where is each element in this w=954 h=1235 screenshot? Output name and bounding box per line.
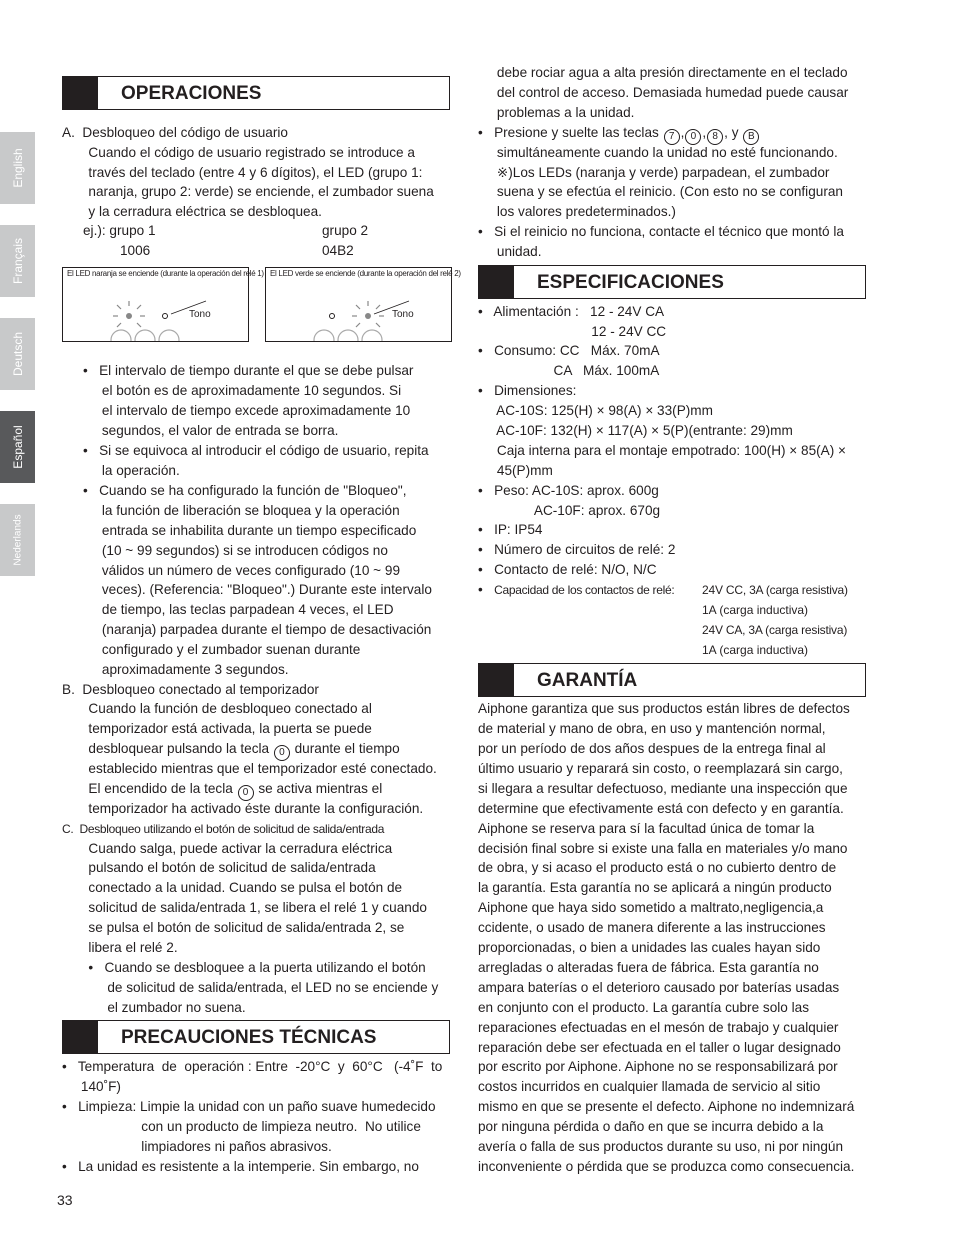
text-line: por un período de dos años despues de la entrega final al — [478, 741, 826, 756]
bullet-line: válidos un número de veces configurado (10 ~ 99 — [83, 563, 401, 578]
spec-line: • Contacto de relé: N/O, N/C — [478, 562, 657, 577]
text-line: establecido mientras que el temporizador esté conectado. — [62, 761, 437, 776]
bullet-line: el intervalo de tiempo excede aproximadamente 10 — [83, 403, 411, 418]
text-line: B. Desbloqueo conectado al temporizador — [62, 682, 319, 697]
text-line: en conjunto con el producto. La garantía cubre solo las — [478, 1000, 810, 1015]
page-number: 33 — [57, 1192, 73, 1208]
text-line: decisión final sobre si existe una falla en materiales y/o mano — [478, 841, 848, 856]
example-label: ej.): grupo 1 — [83, 223, 156, 238]
text-line: avería o falla de sus productos durante su uso, ni por ningún — [478, 1139, 844, 1154]
text-line: ccidente, o usado de manera diferente a las instrucciones — [478, 920, 826, 935]
section-marker — [63, 1021, 98, 1053]
spec-line: • Capacidad de los contactos de relé: — [478, 582, 675, 597]
spec-line: 45(P)mm — [478, 463, 553, 478]
key-0-icon: 0 — [274, 745, 290, 761]
text-line: debe rociar agua a alta presión directamente en el teclado — [478, 65, 848, 80]
text-line: determine que efectivamente está con defecto y en garantía. — [478, 801, 844, 816]
text-line: reparaciones efectuadas en el mesón de trabajo y cualquier — [478, 1020, 839, 1035]
text-line: los valores predeterminados.) — [478, 204, 676, 219]
led-green-illustration — [265, 267, 461, 342]
key-8-icon: 8 — [707, 129, 723, 145]
text-line: ※)Los LEDs (naranja y verde) parpadean, el zumbador — [478, 165, 830, 180]
section-title: PRECAUCIONES TÉCNICAS — [121, 1027, 377, 1048]
spec-line: • Dimensiones: — [478, 383, 577, 398]
text-line: último usuario y reparará sin costo, o reemplazará sin cargo, — [478, 761, 843, 776]
led-keypad-icon — [63, 268, 248, 341]
spec-line: • Peso: AC-10S: aprox. 600g — [478, 483, 659, 498]
key-0-icon: 0 — [238, 785, 254, 801]
bullet-line: configurado y el zumbador suenan durante — [83, 642, 361, 657]
text-line: desbloquear pulsando la tecla 0 durante el tiempo — [62, 739, 400, 761]
tone-label: Tono — [392, 309, 414, 320]
text-line: conectado a la unidad. Cuando se pulsa el botón de — [62, 880, 403, 895]
text-line: limpiadores ni paños abrasivos. — [62, 1139, 332, 1154]
bullet-line: la operación. — [83, 463, 180, 478]
text-line: Aiphone que haya sido sometido a maltrato,negligencia,a — [478, 900, 824, 915]
text-line: Aiphone garantiza que sus productos están libres de defectos — [478, 701, 850, 716]
text-line: temporizador ha activado éste durante la configuración. — [62, 801, 424, 816]
spec-line: AC-10F: 132(H) × 117(A) × 5(P)(entrante: 29)mm — [478, 423, 793, 438]
bullet-line: veces). (Referencia: "Bloqueo".) Durante este intervalo — [83, 582, 432, 597]
spec-line: • Número de circuitos de relé: 2 — [478, 542, 676, 557]
text-line: través del teclado (entre 4 y 6 dígitos), el LED (grupo 1: — [62, 165, 423, 180]
text-line: A. Desbloqueo del código de usuario — [62, 125, 288, 140]
bullet-line: • Cuando se ha configurado la función de "Bloqueo", — [83, 483, 407, 498]
text-line: temporizador está activada, la puerta se puede — [62, 721, 372, 736]
spec-line: • Consumo: CC Máx. 70mA — [478, 343, 660, 358]
text-line: costos incurridos en cualquier llamada de servicio al sitio — [478, 1079, 821, 1094]
text-line: naranja, grupo 2: verde) se enciende, el zumbador suena — [62, 184, 434, 199]
text-line: • Cuando se desbloquee a la puerta utilizando el botón — [62, 960, 426, 975]
text-line: por ninguna pérdida o daño en que se incurra debido a la — [478, 1119, 824, 1134]
text-line: solicitud de salida/entrada 1, se libera el relé 1 y cuando — [62, 900, 427, 915]
tab-nederlands[interactable]: Nederlands — [0, 504, 35, 576]
spec-line: 1A (carga inductiva) — [702, 603, 809, 617]
tab-francais[interactable]: Français — [0, 225, 35, 297]
text-line: simultáneamente cuando la unidad no esté funcionando. — [478, 145, 838, 160]
led-orange-illustration — [62, 267, 264, 342]
section-header-especificaciones — [478, 265, 866, 299]
section-title: OPERACIONES — [121, 83, 262, 104]
spec-line: AC-10F: aprox. 670g — [478, 503, 661, 518]
text-line: del control de acceso. Demasiada humedad puede causar — [478, 85, 849, 100]
bullet-line: entrada se inhabilita durante un tiempo especificado — [83, 523, 417, 538]
section-header-garantia — [478, 663, 866, 697]
text-line: Cuando la función de desbloqueo conectado al — [62, 701, 372, 716]
text-line: C. Desbloqueo utilizando el botón de solicitud de salida/entrada — [62, 822, 385, 836]
tab-deutsch[interactable]: Deutsch — [0, 318, 35, 390]
text-line: pulsando el botón de solicitud de salida/entrada — [62, 860, 376, 875]
bullet-line: (10 ~ 99 segundos) si se introducen códigos no — [83, 543, 388, 558]
section-marker — [479, 266, 514, 298]
led-caption: El LED verde se enciende (durante la operación del relé 2) — [270, 269, 461, 278]
spec-line: CA Máx. 100mA — [478, 363, 660, 378]
spec-line: Caja interna para el montaje empotrado: 100(H) × 85(A) × — [478, 443, 846, 458]
example-group2: grupo 2 — [322, 223, 369, 238]
text-line: Cuando el código de usuario registrado se introduce a — [62, 145, 415, 160]
text-line: de solicitud de salida/entrada, el LED no se enciende y — [62, 980, 439, 995]
led-keypad-icon — [266, 268, 451, 341]
bullet-line: (naranja) parpadea durante el tiempo de desactivación — [83, 622, 432, 637]
tab-espanol[interactable]: Español — [0, 411, 35, 483]
text-line: proporcionadas, o bien a unidades las cuales hayan sido — [478, 940, 821, 955]
spec-line: 12 - 24V CC — [478, 324, 667, 339]
text-line: Aiphone se reserva para sí la facultad única de tomar la — [478, 821, 815, 836]
text-line: • Temperatura de operación : Entre -20°C y 60°C (-4˚F to — [62, 1059, 443, 1074]
bullet-line: el botón es de aproximadamente 10 segundos. Si — [83, 383, 402, 398]
text-line: con un producto de limpieza neutro. No utilice — [62, 1119, 421, 1134]
bullet-line: aproximadamente 3 segundos. — [83, 662, 289, 677]
text-line: 140˚F) — [62, 1079, 121, 1094]
bullet-line: • El intervalo de tiempo durante el que se debe pulsar — [83, 363, 414, 378]
spec-line: AC-10S: 125(H) × 98(A) × 33(P)mm — [478, 403, 713, 418]
text-line: libera el relé 2. — [62, 940, 178, 955]
text-line: si llegara a resultar defectuoso, mediante una inspección que — [478, 781, 848, 796]
led-caption: El LED naranja se enciende (durante la operación del relé 1) — [67, 269, 264, 278]
spec-line: 24V CC, 3A (carga resistiva) — [702, 583, 848, 597]
text-line: de material y mano de obra, en uso y mantención normal, — [478, 721, 826, 736]
text-line: • Limpieza: Limpie la unidad con un paño suave humedecido — [62, 1099, 436, 1114]
spec-line: • IP: IP54 — [478, 522, 543, 537]
text-line: mismo en que se presente el defecto. Aiphone no indemnizará — [478, 1099, 855, 1114]
bullet-line: la función de liberación se bloquea y la operación — [83, 503, 400, 518]
section-title: GARANTÍA — [537, 670, 638, 691]
text-line: de obra, y si acaso el producto está o no cubierto dentro de — [478, 860, 837, 875]
text-line: • La unidad es resistente a la intemperie. Sin embargo, no — [62, 1159, 419, 1174]
text-line: se pulsa el botón de solicitud de salida/entrada 2, se — [62, 920, 405, 935]
text-line: y la cerradura eléctrica se desbloquea. — [62, 204, 322, 219]
text-line: inconveniente o pérdida que se produzca como consecuencia. — [478, 1159, 855, 1174]
text-line: arregladas o alteradas fuera de fábrica. Esta garantía no — [478, 960, 819, 975]
text-line: reparación debe ser efectuada en el taller o lugar designado — [478, 1040, 841, 1055]
text-line: problemas a la unidad. — [478, 105, 635, 120]
section-marker — [63, 77, 98, 109]
section-marker — [479, 664, 514, 696]
text-line: el zumbador no suena. — [62, 1000, 246, 1015]
text-line: la garantía. Esta garantía no se aplicará a ningún producto — [478, 880, 832, 895]
tone-label: Tono — [189, 309, 211, 320]
bullet-line: de tiempo, las teclas parpadean 4 veces, el LED — [83, 602, 394, 617]
spec-line: • Alimentación : 12 - 24V CA — [478, 304, 665, 319]
bullet-line: • Si se equivoca al introducir el código de usuario, repita — [83, 443, 429, 458]
text-line: suena y se efectúa el reinicio. (Con esto no se configuran — [478, 184, 843, 199]
section-title: ESPECIFICACIONES — [537, 272, 724, 293]
key-b-icon: B — [743, 129, 759, 145]
text-line: por escrito por Aiphone. Aiphone no se responsabilizará por — [478, 1059, 838, 1074]
section-header-operaciones — [62, 76, 450, 110]
text-line: unidad. — [478, 244, 542, 259]
bullet-line: segundos, el valor de entrada se borra. — [83, 423, 339, 438]
text-line: Cuando salga, puede activar la cerradura eléctrica — [62, 841, 393, 856]
text-line: El encendido de la tecla 0 se activa mientras el — [62, 779, 382, 801]
text-line: ampara baterías o el deterioro causado por baterías usadas — [478, 980, 840, 995]
spec-line: 24V CA, 3A (carga resistiva) — [702, 623, 848, 637]
key-0-icon: 0 — [685, 129, 701, 145]
text-line: • Si el reinicio no funciona, contacte el técnico que montó la — [478, 224, 844, 239]
section-header-precauciones — [62, 1020, 450, 1054]
tab-english[interactable]: English — [0, 132, 35, 204]
example-code1: 1006 — [120, 243, 151, 258]
spec-line: 1A (carga inductiva) — [702, 643, 809, 657]
example-code2: 04B2 — [322, 243, 354, 258]
key-7-icon: 7 — [664, 129, 680, 145]
text-line: • Presione y suelte las teclas 7 , 0 , 8 , y B — [478, 123, 760, 145]
